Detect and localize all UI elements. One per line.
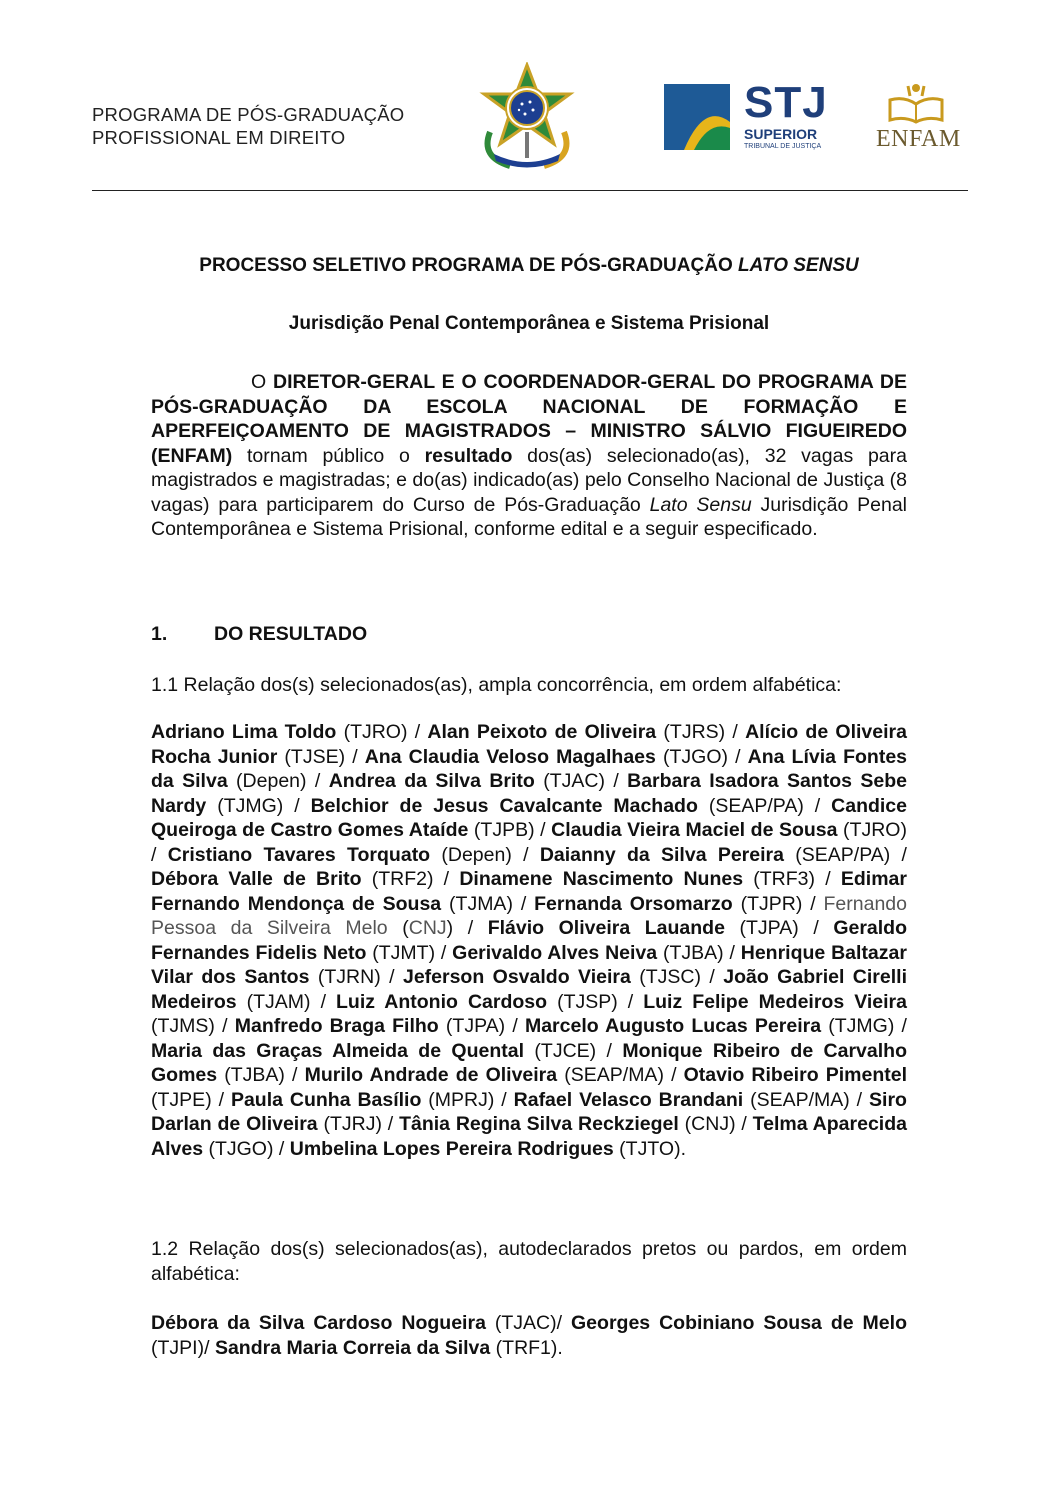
list-item: Fernanda Orsomarzo (TJPR)	[534, 892, 803, 915]
separator: /	[894, 1015, 907, 1037]
intro-bold-result: resultado	[424, 444, 513, 467]
person-name: Georges Cobiniano Sousa de Melo	[571, 1312, 907, 1334]
organization: SEAP/MA	[570, 1064, 658, 1086]
list-item: Ana Lívia Fontes da Silva (Depen)	[151, 745, 908, 792]
list-item: Jeferson Osvaldo Vieira (TJSC)	[402, 966, 701, 988]
organization: TJCE	[540, 1039, 590, 1062]
organization: TJSP	[563, 990, 612, 1013]
person-name: Alan Peixoto de Oliveira	[427, 721, 657, 743]
person-name: Fernanda Orsomarzo	[534, 892, 733, 915]
intro-o: O	[251, 371, 267, 393]
organization: TJAC	[501, 1312, 551, 1334]
separator: /	[534, 819, 552, 841]
separator: /	[306, 770, 329, 792]
organization: MPRJ	[434, 1088, 488, 1111]
section-heading	[151, 622, 907, 647]
person-name: Telma Aparecida Alves	[151, 1113, 907, 1160]
separator: /	[735, 1113, 753, 1135]
organization: SEAP/PA	[715, 794, 798, 817]
person-name: Débora da Silva Cardoso Nogueira	[151, 1312, 486, 1334]
organization: TJAM	[253, 990, 305, 1013]
separator: /	[723, 941, 741, 964]
list-item: Gerivaldo Alves Neiva (TJBA)	[452, 941, 724, 964]
organization: TJMT	[378, 941, 429, 964]
intro-text1: tornam público o	[232, 444, 425, 467]
organization: TJAC	[549, 770, 599, 792]
person-name: Siro Darlan de Oliveira	[151, 1088, 907, 1135]
document-title-main: PROCESSO SELETIVO PROGRAMA DE PÓS-GRADUAÇÃO	[199, 255, 739, 276]
organization: TRF1	[502, 1336, 551, 1359]
list-item: Siro Darlan de Oliveira (TJRJ)	[151, 1088, 907, 1135]
separator: /	[211, 1088, 231, 1111]
organization: SEAP/PA	[801, 843, 884, 866]
brazil-coat-of-arms-logo	[470, 62, 584, 172]
person-name: Alício de Oliveira Rocha Junior	[151, 721, 907, 768]
separator: /	[214, 1015, 235, 1037]
list-item: Manfredo Braga Filho (TJPA)	[234, 1015, 506, 1037]
list-item: Paula Cunha Basílio (MPRJ)	[230, 1088, 495, 1111]
organization: TJRO	[849, 819, 901, 841]
person-name: Luiz Felipe Medeiros Vieira	[643, 990, 907, 1013]
person-name: Paula Cunha Basílio	[230, 1088, 422, 1111]
organization: TJMG	[223, 794, 277, 817]
list-item: Marcelo Augusto Lucas Pereira (TJMG)	[524, 1015, 895, 1037]
organization: TJPI	[157, 1336, 198, 1359]
organization: TJGO	[214, 1137, 267, 1160]
list1-names: Adriano Lima Toldo (TJRO) / Alan Peixoto de Oliveira (TJRS) / Alício de Oliveira Rocha Junior (TJSE) / Ana Claudia Veloso Magalhaes (TJGO) / Ana Lívia Fontes da Silva (Depen) / Andrea da Silva Brito (TJAC) / Barbara Isadora Santos Sebe Nardy (TJMG) / Belchior de Jesus Cavalcante Machado (SEAP/PA) / Candice Queiroga de Castro Gomes Ataíde (TJPB) / Claudia Vieira Maciel de Sousa (TJRO) / Cristiano Tavares Torquato (Depen) / Daianny da Silva Pereira (SEAP/PA) / Débora Valle de Brito (TRF2) / Dinamene Nascimento Nunes (TRF3) / Edimar Fernando Mendonça de Sousa (TJMA) / Fernanda Orsomarzo (TJPR) / Fernando Pessoa da Silveira Melo (CNJ) / Flávio Oliveira Lauande (TJPA) / Geraldo Fernandes Fidelis Neto (TJMT) / Gerivaldo Alves Neiva (TJBA) / Henrique Baltazar Vilar dos Santos (TJRN) / Jeferson Osvaldo Vieira (TJSC) / João Gabriel Cirelli Medeiros (TJAM) / Luiz Antonio Cardoso (TJSP) / Luiz Felipe Medeiros Vieira (TJMS) / Manfredo Braga Filho (TJPA) / Marcelo Augusto Lucas Pereira (TJMG) / Maria das Graças Almeida de Quental (TJCE) / Monique Ribeiro de Carvalho Gomes (TJBA) / Murilo Andrade de Oliveira (SEAP/MA) / Otavio Ribeiro Pimentel (TJPE) / Paula Cunha Basílio (MPRJ) / Rafael Velasco Brandani (SEAP/MA) / Siro Darlan de Oliveira (TJRJ) / Tânia Regina Silva Reckziegel (CNJ) / Telma Aparecida Alves (TJGO) / Umbelina Lopes Pereira Rodrigues (TJTO).	[151, 721, 908, 1160]
person-name: Umbelina Lopes Pereira Rodrigues	[289, 1137, 614, 1160]
list-item: Maria das Graças Almeida de Quental (TJCE)	[151, 1039, 597, 1062]
section-number: 1.	[151, 623, 168, 645]
person-name: Manfredo Braga Filho	[234, 1015, 439, 1037]
separator: /	[727, 745, 748, 768]
list-item: Flávio Oliveira Lauande (TJPA)	[487, 917, 799, 939]
person-name: Fernando Pessoa da Silveira Melo	[151, 892, 907, 939]
organization: TJBA	[669, 941, 718, 964]
separator: /	[151, 843, 168, 866]
organization: TJTO	[625, 1137, 675, 1160]
list-item: Sandra Maria Correia da Silva (TRF1)	[214, 1336, 558, 1359]
person-name: Ana Lívia Fontes da Silva	[151, 745, 908, 792]
person-name: Geraldo Fernandes Fidelis Neto	[151, 917, 907, 964]
intro-paragraph	[151, 370, 907, 542]
list-item: Ana Claudia Veloso Magalhaes (TJGO)	[364, 745, 728, 768]
person-name: Débora Valle de Brito	[151, 868, 362, 890]
stj-tribunal: TRIBUNAL DE JUSTIÇA	[744, 143, 822, 150]
separator: /	[556, 1312, 572, 1334]
intro-bold-authority: DIRETOR-GERAL E O COORDENADOR-GERAL DO PROGRAMA DE PÓS-GRADUAÇÃO DA ESCOLA NACIONAL DE FORMAÇÃO E APERFEIÇOAMENTO DE MAGISTRADOS – MINISTRO SÁLVIO FIGUEIREDO (ENFAM)	[151, 371, 907, 467]
organization: SEAP/MA	[756, 1088, 844, 1111]
person-name: João Gabriel Cirelli Medeiros	[151, 966, 907, 1013]
course-subtitle: Jurisdição Penal Contemporânea e Sistema Prisional	[288, 313, 770, 334]
person-name: Daianny da Silva Pereira	[539, 843, 784, 866]
organization: CNJ	[408, 917, 447, 939]
organization: Depen	[447, 843, 506, 866]
person-name: Jeferson Osvaldo Vieira	[402, 966, 631, 988]
person-name: Rafael Velasco Brandani	[513, 1088, 744, 1111]
separator: /	[284, 1064, 305, 1086]
separator: /	[380, 966, 403, 988]
list-item: Edimar Fernando Mendonça de Sousa (TJMA)	[151, 868, 907, 915]
separator: /	[663, 1064, 684, 1086]
person-name: Murilo Andrade de Oliveira	[304, 1064, 558, 1086]
organization: CNJ	[691, 1113, 730, 1135]
separator: /	[604, 770, 628, 792]
organization: TJRJ	[329, 1113, 376, 1135]
organization: TJMG	[834, 1015, 888, 1037]
list-item: Georges Cobiniano Sousa de Melo (TJPI)	[151, 1312, 907, 1359]
list-item: Cristiano Tavares Torquato (Depen)	[167, 843, 512, 866]
intro-text2: dos(as) selecionado(as), 32 vagas para magistrados e magistradas; e do(as) indicado(as) pelo Conselho Nacional de Justiça (8 vagas) para participarem do Curso de Pós-Graduação	[151, 444, 907, 516]
list-item: Claudia Vieira Maciel de Sousa (TJRO)	[551, 819, 907, 841]
document-title	[0, 255, 1058, 277]
separator: /	[617, 990, 644, 1013]
list-item: Umbelina Lopes Pereira Rodrigues (TJTO)	[289, 1137, 681, 1160]
person-name: Monique Ribeiro de Carvalho Gomes	[151, 1039, 907, 1086]
organization: TJGO	[669, 745, 722, 768]
document-title-italic: LATO SENSU	[738, 255, 859, 276]
header-divider	[92, 190, 968, 191]
list-item: Daianny da Silva Pereira (SEAP/PA)	[539, 843, 891, 866]
organization: TJMS	[157, 1015, 209, 1037]
person-name: Barbara Isadora Santos Sebe Nardy	[151, 770, 907, 817]
organization: TJPA	[746, 917, 793, 939]
intro-italic: Lato Sensu	[649, 493, 752, 516]
person-name: Dinamene Nascimento Nunes	[459, 868, 744, 890]
person-name: Gerivaldo Alves Neiva	[452, 941, 658, 964]
separator: /	[433, 868, 460, 890]
list-item: Débora Valle de Brito (TRF2)	[151, 868, 434, 890]
list-item: Adriano Lima Toldo (TJRO)	[151, 721, 408, 743]
separator: /	[407, 721, 428, 743]
separator: /	[798, 917, 834, 939]
person-name: Edimar Fernando Mendonça de Sousa	[151, 868, 907, 915]
person-name: Flávio Oliveira Lauande	[487, 917, 725, 939]
separator: /	[381, 1113, 400, 1135]
separator: /	[890, 843, 907, 866]
separator: /	[204, 1336, 215, 1359]
list-item: João Gabriel Cirelli Medeiros (TJAM)	[151, 966, 907, 1013]
organization: TJSE	[290, 745, 339, 768]
person-name: Tânia Regina Silva Reckziegel	[399, 1113, 679, 1135]
separator: /	[283, 794, 311, 817]
separator: /	[505, 1015, 525, 1037]
stj-logo	[664, 78, 854, 154]
person-name: Otavio Ribeiro Pimentel	[683, 1064, 907, 1086]
separator: /	[596, 1039, 623, 1062]
organization: TRF2	[378, 868, 427, 890]
list-item: Candice Queiroga de Castro Gomes Ataíde (TJPB)	[151, 794, 907, 841]
list1-heading: 1.1 Relação dos(s) selecionados(as), ampla concorrência, em ordem alfabética:	[151, 674, 842, 696]
person-name: Luiz Antonio Cardoso	[336, 990, 548, 1013]
enfam-wordmark: ENFAM	[876, 126, 961, 152]
organization: TJPR	[747, 892, 796, 915]
separator: /	[345, 745, 365, 768]
separator: /	[273, 1137, 290, 1160]
list-item: Andrea da Silva Brito (TJAC)	[328, 770, 605, 792]
person-name: Candice Queiroga de Castro Gomes Ataíde	[151, 794, 907, 841]
enfam-book-icon	[886, 82, 946, 124]
organization: TRF3	[759, 868, 809, 890]
separator: /	[511, 843, 540, 866]
list-item: Geraldo Fernandes Fidelis Neto (TJMT)	[151, 917, 907, 964]
enfam-logo	[872, 82, 962, 154]
section-title: DO RESULTADO	[214, 623, 368, 645]
organization: TJRS	[669, 721, 719, 743]
person-name: Henrique Baltazar Vilar dos Santos	[151, 941, 907, 988]
person-name: Cristiano Tavares Torquato	[167, 843, 431, 866]
person-name: Andrea da Silva Brito	[328, 770, 535, 792]
list-item: Fernando Pessoa da Silveira Melo (CNJ)	[151, 892, 907, 939]
separator: /	[494, 1088, 514, 1111]
list-item: Rafael Velasco Brandani (SEAP/MA)	[513, 1088, 850, 1111]
stj-superior: SUPERIOR	[744, 126, 818, 142]
person-name: Ana Claudia Veloso Magalhaes	[364, 745, 656, 768]
list2-names: Débora da Silva Cardoso Nogueira (TJAC)/ Georges Cobiniano Sousa de Melo (TJPI)/ Sandra Maria Correia da Silva (TRF1).	[151, 1312, 907, 1359]
separator: /	[803, 794, 832, 817]
person-name: Marcelo Augusto Lucas Pereira	[524, 1015, 822, 1037]
list-item: Telma Aparecida Alves (TJGO)	[151, 1113, 907, 1160]
separator: /	[849, 1088, 870, 1111]
separator: /	[512, 892, 535, 915]
list-item: Tânia Regina Silva Reckziegel (CNJ)	[399, 1113, 736, 1135]
list-item: Luiz Felipe Medeiros Vieira (TJMS)	[151, 990, 907, 1037]
list-item: Dinamene Nascimento Nunes (TRF3)	[459, 868, 816, 890]
list-item: Henrique Baltazar Vilar dos Santos (TJRN)	[151, 941, 907, 988]
list-item: Débora da Silva Cardoso Nogueira (TJAC)	[151, 1312, 557, 1334]
program-name-line1: PROGRAMA DE PÓS-GRADUAÇÃO	[92, 104, 405, 125]
list-item: Murilo Andrade de Oliveira (SEAP/MA)	[304, 1064, 664, 1086]
organization: TJRN	[324, 966, 375, 988]
stj-emblem-icon	[664, 82, 734, 152]
person-name: Claudia Vieira Maciel de Sousa	[551, 819, 838, 841]
organization: TJBA	[230, 1064, 279, 1086]
person-name: Adriano Lima Toldo	[151, 721, 337, 743]
separator: /	[725, 721, 746, 743]
separator: /	[815, 868, 841, 890]
organization: TJPE	[157, 1088, 206, 1111]
organization: TJMA	[455, 892, 507, 915]
organization: TJRO	[350, 721, 401, 743]
organization: Depen	[242, 770, 301, 792]
organization: TJSC	[645, 966, 695, 988]
intro-text3: Jurisdição Penal Contemporânea e Sistema Prisional, conforme edital e a seguir especificado.	[151, 493, 908, 540]
list-item: Belchior de Jesus Cavalcante Machado (SEAP/PA)	[310, 794, 804, 817]
list2-heading: 1.2 Relação dos(s) selecionados(as), autodeclarados pretos ou pardos, em ordem alfabética:	[151, 1238, 907, 1285]
separator: /	[700, 966, 724, 988]
list-item: Otavio Ribeiro Pimentel (TJPE)	[151, 1064, 907, 1111]
separator: /	[435, 941, 453, 964]
organization: TJPB	[480, 819, 529, 841]
person-name: Belchior de Jesus Cavalcante Machado	[310, 794, 698, 817]
person-name: Sandra Maria Correia da Silva	[214, 1336, 491, 1359]
program-name-line2: PROFISSIONAL EM DIREITO	[92, 127, 346, 148]
list-item: Luiz Antonio Cardoso (TJSP)	[336, 990, 618, 1013]
separator: /	[453, 917, 488, 939]
program-name	[92, 103, 404, 149]
organization: TJPA	[452, 1015, 499, 1037]
list-item: Barbara Isadora Santos Sebe Nardy (TJMG)	[151, 770, 907, 817]
person-name: Maria das Graças Almeida de Quental	[151, 1039, 525, 1062]
list-item: Alan Peixoto de Oliveira (TJRS)	[427, 721, 726, 743]
separator: /	[310, 990, 336, 1013]
separator: /	[802, 892, 824, 915]
list-item: Alício de Oliveira Rocha Junior (TJSE)	[151, 721, 907, 768]
stj-acronym: STJ	[744, 78, 828, 127]
list-item: Monique Ribeiro de Carvalho Gomes (TJBA)	[151, 1039, 907, 1086]
